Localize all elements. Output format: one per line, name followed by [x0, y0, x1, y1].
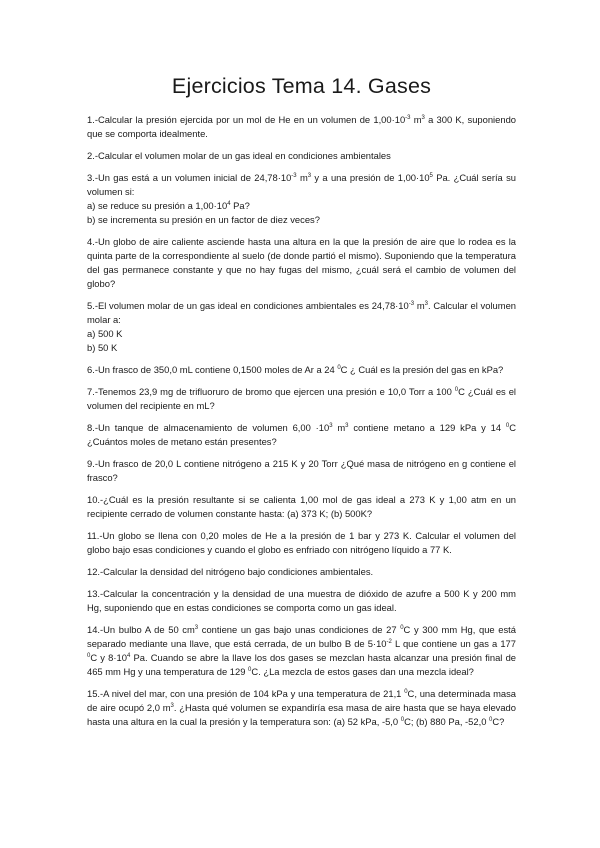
exercise-4	[87, 235, 516, 291]
exercise-13	[87, 587, 516, 615]
superscript: 0	[505, 423, 510, 429]
superscript: -2	[386, 639, 392, 645]
superscript: 3	[170, 703, 174, 709]
text-segment: 6.-Un frasco de 350,0 mL contiene 0,1500 moles de Ar a 24	[87, 364, 338, 375]
superscript: -3	[405, 115, 411, 121]
exercise-line	[87, 587, 516, 615]
exercise-1	[87, 113, 516, 141]
text-segment: m	[296, 172, 308, 183]
text-segment: a) se reduce su presión a 1,00·10	[87, 200, 228, 211]
exercise-line	[87, 235, 516, 291]
text-segment: C y 300 mm Hg, que está separado mediante una llave, que está cerrada, de un bulbo B de 5·10	[87, 624, 516, 649]
text-segment: 3.-Un gas está a un volumen inicial de 24,78·10	[87, 172, 292, 183]
exercise-line	[87, 623, 516, 679]
text-segment: Pa. Cuando se abre la llave los dos gases se mezclan hasta alcanzar una presión final de 465 mm Hg y una temperatura de 129	[87, 652, 516, 677]
text-segment: 2.-Calcular el volumen molar de un gas ideal en condiciones ambientales	[87, 150, 391, 161]
text-segment: 15.-A nivel del mar, con una presión de 104 kPa y una temperatura de 21,1	[87, 688, 405, 699]
text-segment: 14.-Un bulbo A de 50 cm	[87, 624, 195, 635]
text-segment: 7.-Tenemos 23,9 mg de trifluoruro de bromo que ejercen una presión e 10,0 Torr a 100	[87, 386, 455, 397]
text-segment: contiene metano a 129 kPa y 14	[348, 422, 506, 433]
text-segment: a) 500 K	[87, 328, 123, 339]
text-segment: . Calcular el volumen molar a:	[87, 300, 516, 325]
text-segment: Pa?	[230, 200, 250, 211]
text-segment: C. ¿La mezcla de estos gases dan una mezcla ideal?	[251, 666, 474, 677]
exercise-line	[87, 327, 516, 341]
superscript: 4	[227, 201, 231, 207]
exercise-15	[87, 687, 516, 729]
exercise-11	[87, 529, 516, 557]
text-segment: Pa. ¿Cuál sería su volumen si:	[87, 172, 516, 197]
text-segment: 4.-Un globo de aire caliente asciende hasta una altura en la que la presión de aire que lo rodea es la quinta parte de la correspondiente al suelo (de donde partió el mismo). Suponiendo que la temperatura del gas permanece constante y que no hay fugas del mismo, ¿cuál será el cambio de volumen del globo?	[87, 236, 516, 289]
exercise-line	[87, 457, 516, 485]
exercise-list	[87, 113, 516, 729]
text-segment: 10.-¿Cuál es la presión resultante si se calienta 1,00 mol de gas ideal a 273 K y 1,00 atm en un recipiente cerrado de volumen constante hasta: (a) 373 K; (b) 500K?	[87, 494, 516, 519]
text-segment: 8.-Un tanque de almacenamiento de volumen 6,00 ·10	[87, 422, 330, 433]
text-segment: a 300 K, suponiendo que se comporta idealmente.	[87, 114, 516, 139]
exercise-8	[87, 421, 516, 449]
superscript: 0	[248, 667, 252, 673]
exercise-line	[87, 299, 516, 327]
text-segment: 1.-Calcular la presión ejercida por un mol de He en un volumen de 1,00·10	[87, 114, 406, 125]
text-segment: 5.-El volumen molar de un gas ideal en condiciones ambientales es 24,78·10	[87, 300, 409, 311]
exercise-14	[87, 623, 516, 679]
text-segment: y a una presión de 1,00·10	[311, 172, 430, 183]
text-segment: m	[332, 422, 346, 433]
superscript: 0	[489, 717, 493, 723]
exercise-line	[87, 149, 516, 163]
exercise-line	[87, 199, 516, 213]
superscript: -3	[408, 301, 415, 307]
text-segment: C ¿ Cuál es la presión del gas en kPa?	[340, 364, 504, 375]
text-segment: C ¿Cuál es el volumen del recipiente en mL?	[87, 386, 516, 411]
exercise-2	[87, 149, 516, 163]
text-segment: m	[410, 114, 422, 125]
exercise-line	[87, 565, 516, 579]
exercise-10	[87, 493, 516, 521]
superscript: 0	[454, 387, 459, 393]
superscript: 3	[329, 423, 333, 429]
text-segment: C; (b) 880 Pa, -52,0	[404, 716, 490, 727]
superscript: 4	[126, 653, 131, 659]
text-segment: b) 50 K	[87, 342, 118, 353]
superscript: 5	[429, 173, 433, 179]
superscript: 0	[400, 717, 405, 723]
text-segment: C?	[492, 716, 505, 727]
text-segment: 11.-Un globo se llena con 0,20 moles de He a la presión de 1 bar y 273 K. Calcular el volumen del globo bajo esas condiciones y cuando el globo es enfriado con nitrógeno líquido a 77 K.	[87, 530, 516, 555]
text-segment: 13.-Calcular la concentración y la densidad de una muestra de dióxido de azufre a 500 K y 200 mm Hg, suponiendo que en estas condiciones se comporta como un gas ideal.	[87, 588, 516, 613]
exercise-5	[87, 299, 516, 355]
exercise-line	[87, 341, 516, 355]
superscript: 0	[337, 365, 341, 371]
exercise-3	[87, 171, 516, 227]
exercise-line	[87, 493, 516, 521]
text-segment: 12.-Calcular la densidad del nitrógeno bajo condiciones ambientales.	[87, 566, 374, 577]
text-segment: . ¿Hasta qué volumen se expandiría esa masa de aire hasta que se haya elevado hasta una altura en la cual la presión y la temperatura son: (a) 52 kPa, -5,0	[87, 702, 516, 727]
superscript: 3	[194, 625, 199, 631]
superscript: 3	[345, 423, 349, 429]
superscript: 0	[400, 625, 404, 631]
exercise-line	[87, 363, 516, 377]
exercise-line	[87, 421, 516, 449]
text-segment: C ¿Cuántos moles de metano están presentes?	[87, 422, 516, 447]
superscript: -3	[291, 173, 297, 179]
text-segment: 9.-Un frasco de 20,0 L contiene nitrógeno a 215 K y 20 Torr ¿Qué masa de nitrógeno en g contiene el frasco?	[87, 458, 516, 483]
exercise-line	[87, 687, 516, 729]
exercise-line	[87, 171, 516, 199]
exercise-line	[87, 529, 516, 557]
page-title: Ejercicios Tema 14. Gases	[171, 74, 432, 98]
text-segment: m	[414, 300, 425, 311]
exercise-12	[87, 565, 516, 579]
superscript: 3	[421, 115, 425, 121]
exercise-6	[87, 363, 516, 377]
superscript: 0	[404, 689, 408, 695]
exercise-7	[87, 385, 516, 413]
exercise-9	[87, 457, 516, 485]
text-segment: C, una determinada masa de aire ocupó 2,0 m	[87, 688, 517, 713]
superscript: 3	[424, 301, 428, 307]
text-segment: contiene un gas bajo unas condiciones de 27	[198, 624, 401, 635]
text-segment: C y 8·10	[90, 652, 127, 663]
text-segment: L que contiene un gas a 177	[391, 638, 516, 649]
superscript: 3	[307, 173, 312, 179]
exercise-line	[87, 113, 516, 141]
text-segment: b) se incrementa su presión en un factor de diez veces?	[87, 214, 320, 225]
exercise-line	[87, 385, 516, 413]
exercise-line	[87, 213, 516, 227]
superscript: 0	[87, 653, 91, 659]
